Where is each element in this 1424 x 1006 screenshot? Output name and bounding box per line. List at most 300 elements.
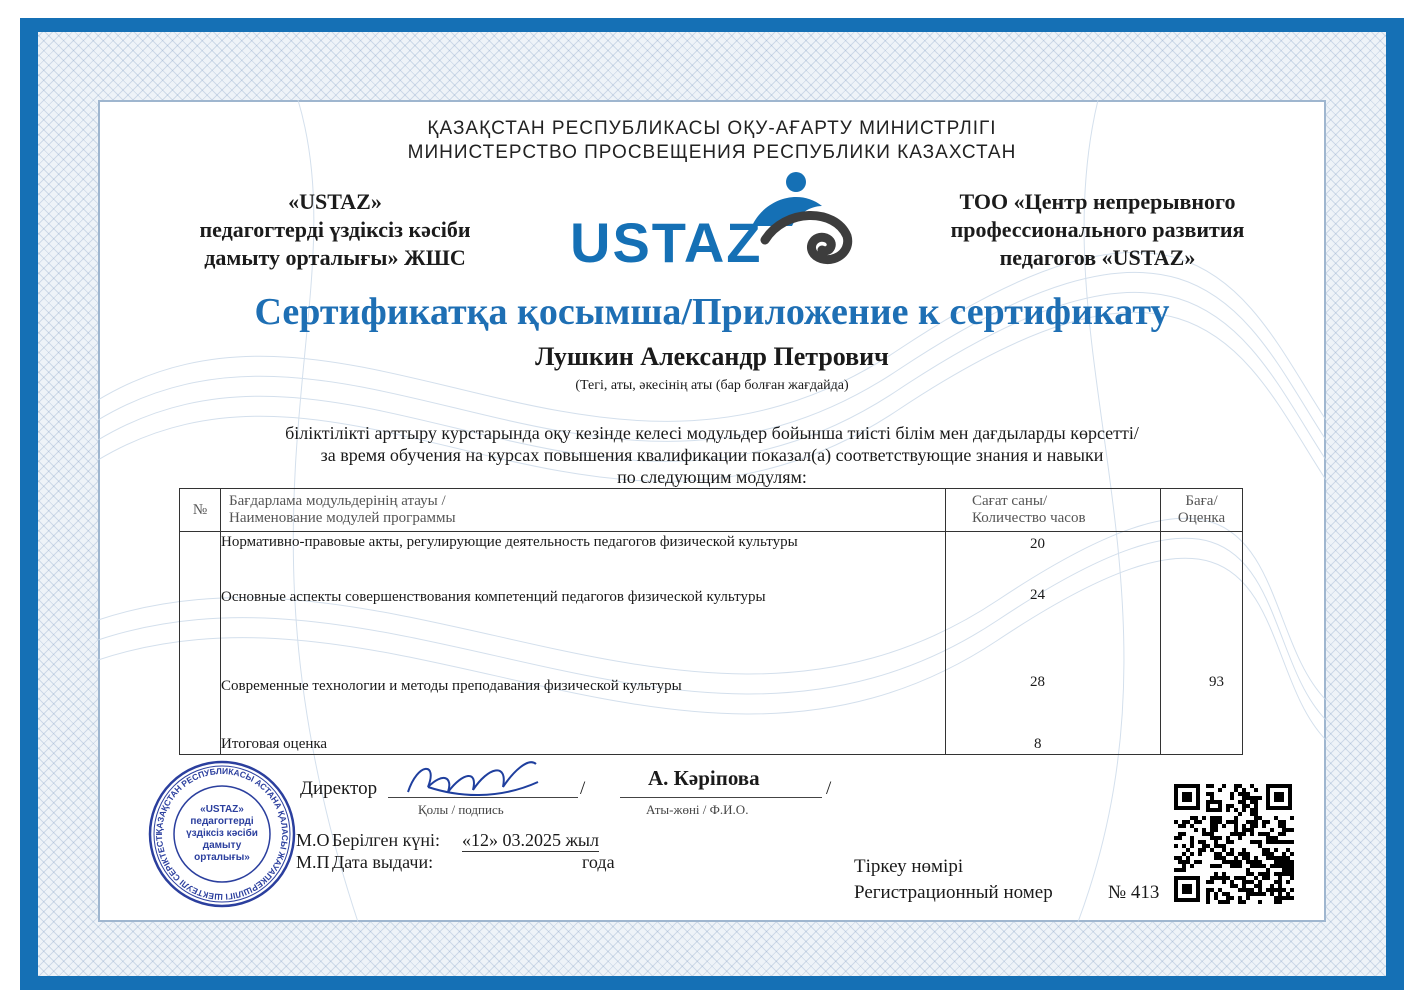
qr-module xyxy=(1278,856,1282,860)
qr-module xyxy=(1262,848,1266,852)
qr-module xyxy=(1274,864,1278,868)
qr-module xyxy=(1290,876,1294,880)
qr-module xyxy=(1242,852,1246,856)
qr-module xyxy=(1178,860,1182,864)
qr-module xyxy=(1218,820,1222,824)
qr-module xyxy=(1234,808,1238,812)
qr-module xyxy=(1286,860,1290,864)
qr-module xyxy=(1250,828,1254,832)
qr-module xyxy=(1246,880,1250,884)
header-hours xyxy=(946,489,1161,532)
qr-module xyxy=(1230,880,1234,884)
qr-module xyxy=(1210,876,1214,880)
logo-text: USTAZ xyxy=(570,211,763,274)
name-line xyxy=(620,797,822,798)
qr-module xyxy=(1270,828,1274,832)
qr-module xyxy=(1246,888,1250,892)
qr-module xyxy=(1234,816,1238,820)
qr-module xyxy=(1278,872,1282,876)
qr-module xyxy=(1246,828,1250,832)
registration-number: № 413 xyxy=(1108,882,1160,903)
qr-module xyxy=(1238,888,1242,892)
person-name: Лушкин Александр Петрович xyxy=(535,342,889,371)
qr-module xyxy=(1234,828,1238,832)
qr-module xyxy=(1214,808,1218,812)
official-stamp xyxy=(148,760,296,908)
qr-module xyxy=(1246,872,1250,876)
qr-module xyxy=(1286,856,1290,860)
qr-module xyxy=(1258,888,1262,892)
header-module-name xyxy=(221,489,946,532)
qr-module xyxy=(1282,828,1286,832)
qr-module xyxy=(1226,876,1230,880)
qr-module xyxy=(1218,856,1222,860)
qr-module xyxy=(1226,836,1230,840)
qr-module xyxy=(1178,832,1182,836)
qr-module xyxy=(1190,864,1194,868)
qr-module xyxy=(1206,888,1210,892)
qr-module xyxy=(1238,800,1242,804)
qr-module xyxy=(1214,892,1218,896)
qr-module xyxy=(1246,892,1250,896)
qr-module xyxy=(1290,852,1294,856)
qr-module xyxy=(1210,796,1214,800)
qr-module xyxy=(1230,832,1234,836)
qr-module xyxy=(1278,884,1282,888)
qr-module xyxy=(1254,864,1258,868)
qr-module xyxy=(1186,856,1190,860)
qr-module xyxy=(1274,836,1278,840)
qr-module xyxy=(1174,844,1178,848)
qr-module xyxy=(1218,800,1222,804)
qr-module xyxy=(1254,840,1258,844)
qr-module xyxy=(1282,856,1286,860)
qr-module xyxy=(1262,872,1266,876)
qr-module xyxy=(1262,864,1266,868)
qr-module xyxy=(1190,840,1194,844)
qr-module xyxy=(1274,900,1278,904)
qr-module xyxy=(1266,836,1270,840)
qr-module xyxy=(1258,864,1262,868)
qr-module xyxy=(1218,808,1222,812)
qr-module xyxy=(1222,824,1226,828)
qr-module xyxy=(1210,792,1214,796)
qr-module xyxy=(1230,796,1234,800)
table-body-row xyxy=(180,532,1243,755)
qr-module xyxy=(1262,852,1266,856)
qr-module xyxy=(1258,900,1262,904)
qr-module xyxy=(1278,892,1282,896)
qr-module xyxy=(1254,892,1258,896)
qr-module xyxy=(1250,808,1254,812)
qr-module xyxy=(1222,892,1226,896)
header-line: Сағат саны/ xyxy=(972,493,1048,509)
qr-module xyxy=(1246,852,1250,856)
qr-module xyxy=(1238,876,1242,880)
ministry-kz: ҚАЗАҚСТАН РЕСПУБЛИКАСЫ ОҚУ-АҒАРТУ МИНИСТРЛІГІ xyxy=(427,118,997,139)
qr-module xyxy=(1238,832,1242,836)
qr-module xyxy=(1234,788,1238,792)
qr-module xyxy=(1274,856,1278,860)
qr-module xyxy=(1266,876,1270,880)
header-line: Бағдарлама модульдерінің атауы / xyxy=(229,493,446,509)
qr-module xyxy=(1274,872,1278,876)
qr-module xyxy=(1214,828,1218,832)
qr-module xyxy=(1210,824,1214,828)
qr-module xyxy=(1278,896,1282,900)
qr-module xyxy=(1226,900,1230,904)
qr-module xyxy=(1210,864,1214,868)
qr-module xyxy=(1218,788,1222,792)
header-grade xyxy=(1161,489,1243,532)
stamp-center-text xyxy=(178,804,266,864)
qr-module xyxy=(1206,900,1210,904)
qr-module xyxy=(1210,800,1214,804)
qr-module xyxy=(1242,848,1246,852)
qr-module xyxy=(1174,836,1178,840)
qr-module xyxy=(1214,876,1218,880)
qr-module xyxy=(1206,804,1210,808)
qr-module xyxy=(1230,820,1234,824)
qr-module xyxy=(1290,864,1294,868)
stamp-line: педагогтерді xyxy=(190,816,254,827)
qr-module xyxy=(1250,824,1254,828)
mp-ru: М.П xyxy=(296,852,330,872)
qr-module xyxy=(1222,784,1226,788)
qr-module xyxy=(1230,864,1234,868)
qr-module xyxy=(1282,868,1286,872)
header-num: № xyxy=(180,489,221,532)
intro-line: за время обучения на курсах повышения квалификации показал(а) соответствующие знания и навыки xyxy=(320,445,1104,465)
qr-module xyxy=(1250,784,1254,788)
qr-module xyxy=(1230,848,1234,852)
qr-module xyxy=(1186,860,1190,864)
qr-module xyxy=(1246,820,1250,824)
qr-module xyxy=(1210,816,1214,820)
qr-module xyxy=(1182,868,1186,872)
qr-module xyxy=(1258,840,1262,844)
qr-module xyxy=(1270,852,1274,856)
issue-suffix: года xyxy=(582,852,615,872)
qr-module xyxy=(1218,804,1222,808)
num-cell xyxy=(180,532,221,755)
qr-module xyxy=(1274,896,1278,900)
name-hint: (Тегі, аты, әкесінің аты (бар болған жағдайда) xyxy=(575,378,849,393)
issue-label-ru: Дата выдачи: xyxy=(332,852,434,872)
qr-module xyxy=(1206,896,1210,900)
stamp-line: дамыту xyxy=(202,840,242,851)
qr-module xyxy=(1278,840,1282,844)
final-grade: 93 xyxy=(1209,674,1224,690)
qr-module xyxy=(1242,832,1246,836)
module-name: Нормативно-правовые акты, регулирующие деятельность педагогов физической культуры xyxy=(221,534,798,550)
qr-module xyxy=(1274,840,1278,844)
qr-module xyxy=(1210,836,1214,840)
organization-ru-line: профессионального развития xyxy=(950,217,1245,242)
qr-module xyxy=(1242,800,1246,804)
qr-module xyxy=(1218,816,1222,820)
qr-module xyxy=(1242,888,1246,892)
qr-module xyxy=(1214,800,1218,804)
qr-module xyxy=(1178,856,1182,860)
qr-module xyxy=(1202,848,1206,852)
qr-module xyxy=(1290,840,1294,844)
qr-module xyxy=(1234,864,1238,868)
qr-module xyxy=(1274,848,1278,852)
qr-module xyxy=(1198,860,1202,864)
stamp-ring-text: ҚАЗАҚСТАН РЕСПУБЛИКАСЫ АСТАНА ҚАЛАСЫ ЖАУАПКЕРШІЛІГІ ШЕКТЕУЛІ СЕРІКТЕСТІ xyxy=(153,765,291,903)
qr-module xyxy=(1174,856,1178,860)
qr-module xyxy=(1286,872,1290,876)
qr-module xyxy=(1246,804,1250,808)
qr-module xyxy=(1274,880,1278,884)
qr-module xyxy=(1206,784,1210,788)
module-names-cell xyxy=(221,532,946,755)
qr-module xyxy=(1206,832,1210,836)
qr-module xyxy=(1246,868,1250,872)
qr-module xyxy=(1238,792,1242,796)
qr-module xyxy=(1250,812,1254,816)
qr-module xyxy=(1210,832,1214,836)
qr-module xyxy=(1238,812,1242,816)
qr-module xyxy=(1226,840,1230,844)
qr-module xyxy=(1270,840,1274,844)
qr-module xyxy=(1254,824,1258,828)
qr-module xyxy=(1226,804,1230,808)
qr-module xyxy=(1202,828,1206,832)
qr-module xyxy=(1218,864,1222,868)
module-name: Итоговая оценка xyxy=(221,736,328,752)
qr-module xyxy=(1242,856,1246,860)
qr-module xyxy=(1238,896,1242,900)
qr-code-icon xyxy=(1172,782,1294,904)
qr-module xyxy=(1250,820,1254,824)
qr-module xyxy=(1266,888,1270,892)
qr-module xyxy=(1258,796,1262,800)
qr-module xyxy=(1226,860,1230,864)
qr-module xyxy=(1226,896,1230,900)
qr-module xyxy=(1242,808,1246,812)
qr-module xyxy=(1218,844,1222,848)
table-header-row xyxy=(180,489,1243,532)
qr-module xyxy=(1182,844,1186,848)
qr-module xyxy=(1218,888,1222,892)
qr-module xyxy=(1202,840,1206,844)
qr-module xyxy=(1202,832,1206,836)
stamp-line: орталығы» xyxy=(194,852,250,863)
header-line: Наименование модулей программы xyxy=(229,510,456,526)
qr-module xyxy=(1254,796,1258,800)
qr-module xyxy=(1178,824,1182,828)
ustaz-logo xyxy=(560,168,860,273)
qr-module xyxy=(1234,832,1238,836)
qr-module xyxy=(1254,808,1258,812)
stamp-line: үздіксіз кәсіби xyxy=(186,828,258,839)
stamp-line: «USTAZ» xyxy=(200,804,244,815)
organization-kz-line: дамыту орталығы» ЖШС xyxy=(204,245,466,270)
qr-module xyxy=(1258,884,1262,888)
qr-module xyxy=(1182,860,1186,864)
module-name: Современные технологии и методы преподавания физической культуры xyxy=(221,678,682,694)
organization-kz xyxy=(150,188,520,272)
hours-cell xyxy=(946,532,1161,755)
qr-module xyxy=(1266,840,1270,844)
qr-module xyxy=(1258,844,1262,848)
qr-module xyxy=(1262,820,1266,824)
qr-module xyxy=(1278,900,1282,904)
qr-module xyxy=(1234,784,1238,788)
qr-module xyxy=(1214,896,1218,900)
qr-module xyxy=(1210,828,1214,832)
registration-label-kz: Тіркеу нөмірі xyxy=(854,856,964,877)
qr-module xyxy=(1202,844,1206,848)
qr-module xyxy=(1210,848,1214,852)
qr-module xyxy=(1194,816,1198,820)
qr-module xyxy=(1222,844,1226,848)
qr-module xyxy=(1182,820,1186,824)
qr-module xyxy=(1286,840,1290,844)
mp-kz: М.О xyxy=(296,830,330,850)
qr-module xyxy=(1198,852,1202,856)
director-label: Директор xyxy=(300,778,378,799)
qr-module xyxy=(1254,788,1258,792)
name-caption: Аты-жөні / Ф.И.О. xyxy=(646,802,749,817)
qr-module xyxy=(1250,880,1254,884)
qr-module xyxy=(1242,880,1246,884)
qr-module xyxy=(1174,868,1178,872)
qr-module xyxy=(1222,848,1226,852)
qr-module xyxy=(1266,868,1270,872)
qr-module xyxy=(1210,808,1214,812)
qr-module xyxy=(1178,836,1182,840)
issue-label-kz: Берілген күні: xyxy=(332,830,440,850)
qr-module xyxy=(1234,860,1238,864)
qr-module xyxy=(1254,812,1258,816)
qr-module xyxy=(1234,876,1238,880)
qr-module xyxy=(1278,820,1282,824)
qr-module xyxy=(1190,836,1194,840)
qr-module xyxy=(1282,864,1286,868)
name-slash: / xyxy=(826,778,832,799)
qr-module xyxy=(1214,856,1218,860)
qr-module xyxy=(1246,792,1250,796)
qr-module xyxy=(1210,820,1214,824)
intro-line: біліктілікті арттыру курстарында оқу кезінде келесі модульдер бойынша тиісті білім мен дағдыларды көрсетті/ xyxy=(285,423,1139,443)
qr-module xyxy=(1230,860,1234,864)
director-name: А. Кәріпова xyxy=(648,766,760,790)
qr-module xyxy=(1178,868,1182,872)
organization-ru xyxy=(915,188,1280,272)
qr-module xyxy=(1262,824,1266,828)
qr-module xyxy=(1270,856,1274,860)
header-line: Оценка xyxy=(1177,510,1226,526)
qr-module xyxy=(1290,860,1294,864)
qr-module xyxy=(1258,816,1262,820)
qr-module xyxy=(1198,820,1202,824)
qr-module xyxy=(1182,864,1186,868)
qr-module xyxy=(1262,832,1266,836)
qr-module xyxy=(1214,852,1218,856)
qr-module xyxy=(1270,888,1274,892)
qr-module xyxy=(1270,892,1274,896)
qr-module xyxy=(1210,880,1214,884)
qr-module xyxy=(1182,824,1186,828)
qr-module xyxy=(1278,860,1282,864)
qr-module xyxy=(1182,832,1186,836)
qr-module xyxy=(1250,860,1254,864)
signature-slash: / xyxy=(580,778,586,799)
qr-module xyxy=(1190,852,1194,856)
qr-module xyxy=(1238,860,1242,864)
qr-module xyxy=(1254,884,1258,888)
qr-module xyxy=(1282,824,1286,828)
modules-table xyxy=(179,488,1243,755)
qr-module xyxy=(1290,828,1294,832)
qr-module xyxy=(1286,896,1290,900)
qr-module xyxy=(1242,828,1246,832)
qr-module xyxy=(1230,852,1234,856)
qr-module xyxy=(1242,824,1246,828)
qr-module xyxy=(1266,820,1270,824)
organization-ru-line: ТОО «Центр непрерывного xyxy=(959,189,1236,214)
qr-module xyxy=(1186,848,1190,852)
qr-module xyxy=(1226,808,1230,812)
qr-module xyxy=(1258,832,1262,836)
qr-module xyxy=(1266,832,1270,836)
qr-module xyxy=(1290,888,1294,892)
qr-module xyxy=(1230,884,1234,888)
issue-date: «12» 03.2025 жыл xyxy=(462,830,600,850)
qr-module xyxy=(1270,836,1274,840)
qr-module xyxy=(1274,816,1278,820)
qr-module xyxy=(1278,888,1282,892)
qr-module xyxy=(1194,820,1198,824)
qr-module xyxy=(1282,872,1286,876)
intro-line: по следующим модулям: xyxy=(617,467,807,487)
signature-caption: Қолы / подпись xyxy=(418,802,504,817)
qr-module xyxy=(1290,896,1294,900)
qr-module xyxy=(1210,888,1214,892)
qr-module xyxy=(1290,872,1294,876)
qr-module xyxy=(1238,852,1242,856)
qr-module xyxy=(1190,824,1194,828)
qr-module xyxy=(1182,852,1186,856)
module-hours: 20 xyxy=(1030,536,1045,552)
module-hours: 24 xyxy=(1030,587,1045,603)
qr-module xyxy=(1246,856,1250,860)
qr-module xyxy=(1262,892,1266,896)
qr-module xyxy=(1214,816,1218,820)
qr-module xyxy=(1206,800,1210,804)
qr-module xyxy=(1282,896,1286,900)
qr-module xyxy=(1250,796,1254,800)
qr-module xyxy=(1282,860,1286,864)
qr-module xyxy=(1278,824,1282,828)
qr-module xyxy=(1218,852,1222,856)
qr-module xyxy=(1274,888,1278,892)
qr-module xyxy=(1286,848,1290,852)
qr-module xyxy=(1282,888,1286,892)
header-line: Баға/ xyxy=(1185,493,1218,509)
qr-module xyxy=(1198,848,1202,852)
qr-module xyxy=(1290,816,1294,820)
qr-module xyxy=(1174,820,1178,824)
qr-module xyxy=(1238,864,1242,868)
qr-module xyxy=(1214,864,1218,868)
qr-module xyxy=(1226,820,1230,824)
organization-kz-line: «USTAZ» xyxy=(288,189,382,214)
qr-module xyxy=(1286,828,1290,832)
